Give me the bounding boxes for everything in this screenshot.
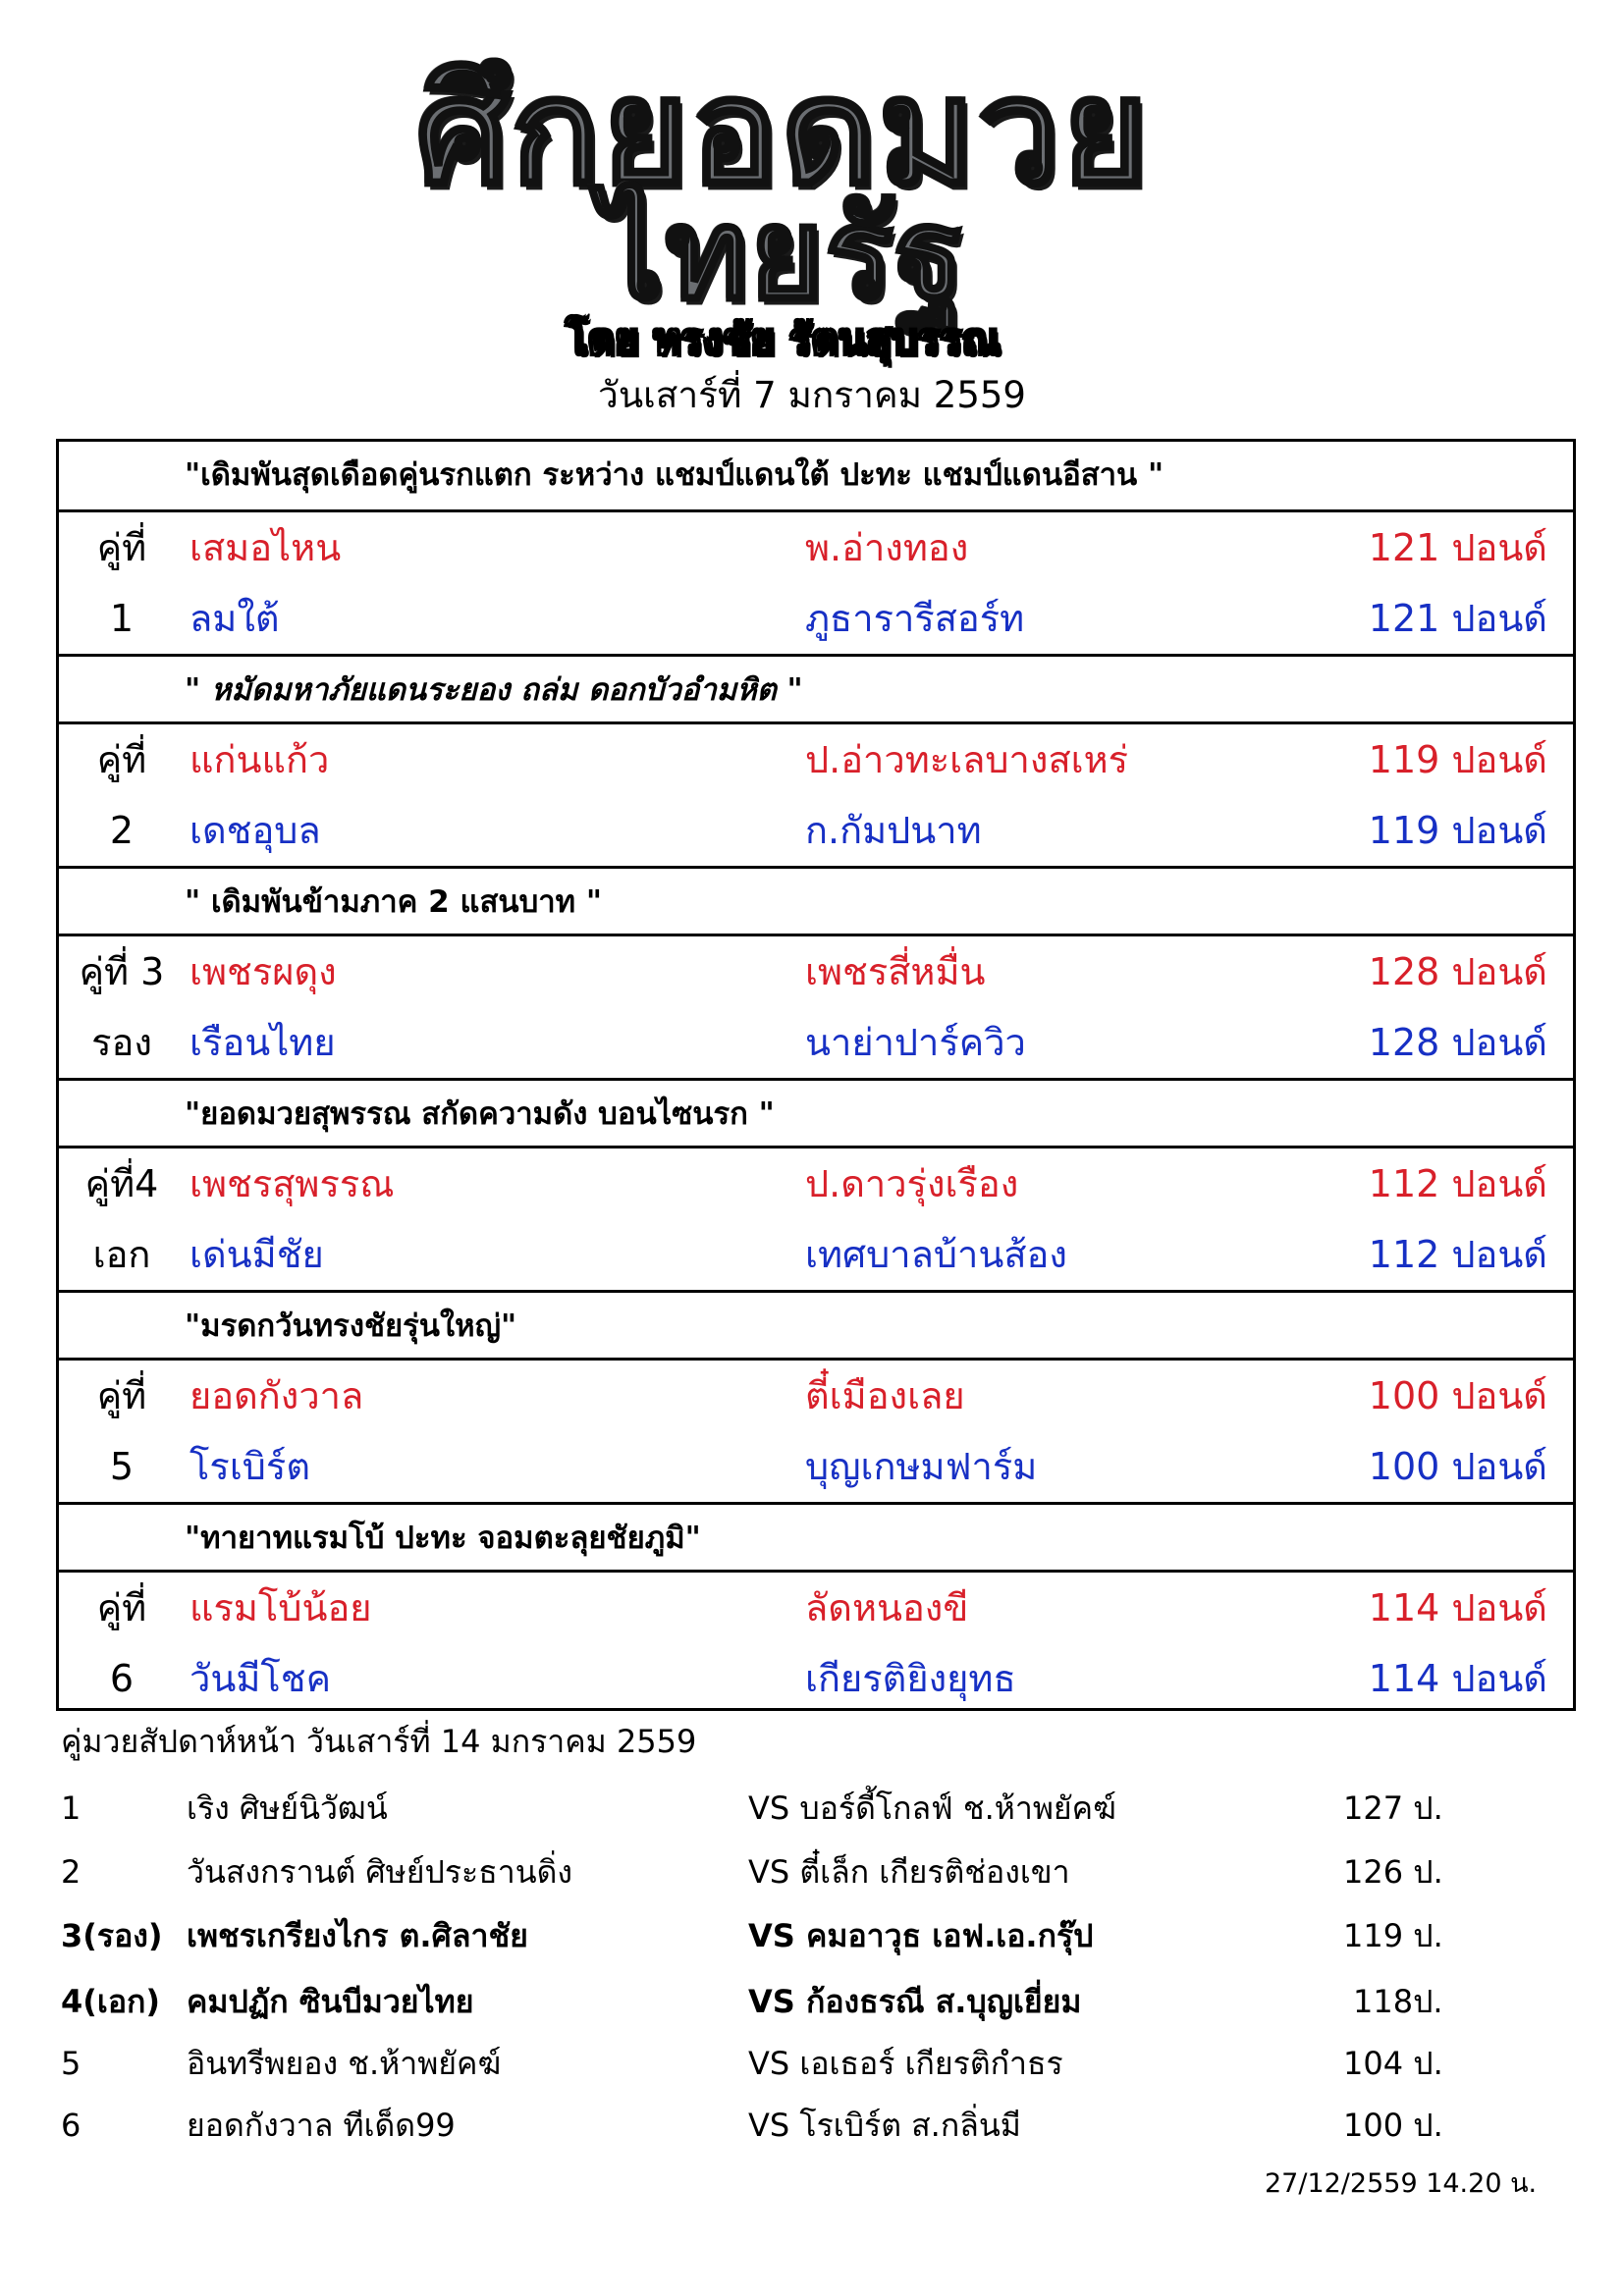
next-week-row — [0, 1782, 1624, 1842]
fight-card — [56, 439, 1576, 1711]
bout-row-blue — [59, 1007, 1573, 1078]
fighter-red-a: แรมโบ้น้อย — [189, 1586, 372, 1629]
next-fighter-a: เริง ศิษย์นิวัฒน์ — [187, 1789, 388, 1827]
bout-row-blue — [59, 1219, 1573, 1290]
fighter-blue-a: ลมใต้ — [189, 597, 280, 640]
bout-headline-text: "เดิมพันสุดเดือดคู่นรกแตก ระหว่าง แชมป์แดนใต้ ปะทะ แชมป์แดนอีสาน " — [185, 457, 1164, 493]
next-fighter-b: VS เอเธอร์ เกียรติกำธร — [748, 2045, 1063, 2082]
next-week-row — [0, 1975, 1624, 2036]
bout-number: 2 — [109, 809, 135, 852]
bout-headline — [59, 1502, 1573, 1573]
next-bout-number: 6 — [61, 2107, 81, 2144]
next-fighter-b: VS โรเบิร์ต ส.กลิ่นมี — [748, 2107, 1021, 2144]
logo-title-line1: ศึกยอดมวย — [415, 47, 1151, 218]
bout-headline — [59, 866, 1573, 936]
next-weight: 118ป. — [1353, 1983, 1443, 2020]
bout-headline — [59, 1078, 1573, 1148]
bout-headline-text: "ยอดมวยสุพรรณ สกัดความดัง บอนไซนรก " — [185, 1096, 775, 1132]
fighter-blue-a: วันมีโชค — [189, 1657, 331, 1700]
fighter-red-a: เพชรผดุง — [189, 950, 337, 993]
weight-red: 121 ปอนด์ — [1368, 526, 1547, 569]
next-fighter-a: เพชรเกรียงไกร ต.ศิลาชัย — [187, 1917, 528, 1954]
bout-row-red — [59, 724, 1573, 795]
fighter-red-b: ป.ดาวรุ่งเรือง — [805, 1162, 1019, 1205]
next-fighter-b: VS บอร์ดี้โกลฟ์ ช.ห้าพยัคฆ์ — [748, 1789, 1116, 1827]
next-weight: 119 ป. — [1343, 1917, 1443, 1954]
bout-row-blue — [59, 795, 1573, 866]
bout-row-blue — [59, 1643, 1573, 1714]
fighter-red-b: ป.อ่าวทะเลบางสเหร่ — [805, 738, 1129, 781]
next-weight: 127 ป. — [1343, 1789, 1443, 1827]
fighter-red-b: พ.อ่างทอง — [805, 526, 969, 569]
next-fighter-b: VS คมอาวุธ เอฟ.เอ.กรุ๊ป — [748, 1917, 1094, 1954]
logo — [191, 49, 1375, 373]
weight-blue: 114 ปอนด์ — [1368, 1657, 1547, 1700]
fighter-blue-b: นาย่าปาร์ควิว — [805, 1021, 1026, 1064]
next-week-title: คู่มวยสัปดาห์หน้า วันเสาร์ที่ 14 มกราคม 2559 — [61, 1723, 697, 1760]
next-fighter-a: คมปฏัก ซินบีมวยไทย — [187, 1983, 474, 2020]
logo-byline: โดย ทรงชัย รัตนสุบรรณ — [566, 315, 1001, 363]
fighter-red-a: เพชรสุพรรณ — [189, 1162, 395, 1205]
bout-row-red — [59, 512, 1573, 583]
weight-red: 119 ปอนด์ — [1368, 738, 1547, 781]
event-date: วันเสาร์ที่ 7 มกราคม 2559 — [598, 374, 1026, 416]
fighter-red-b: เพชรสี่หมื่น — [805, 950, 986, 993]
bout-headline — [59, 654, 1573, 724]
fighter-blue-b: เทศบาลบ้านส้อง — [805, 1233, 1067, 1276]
next-bout-number: 3(รอง) — [61, 1917, 163, 1954]
next-fighter-a: ยอดกังวาล ทีเด็ด99 — [187, 2107, 456, 2144]
fighter-blue-a: โรเบิร์ต — [189, 1445, 311, 1488]
fighter-red-b: ตี๋เมืองเลย — [805, 1374, 965, 1417]
next-week-row — [0, 2099, 1624, 2160]
next-fighter-a: อินทรีพยอง ช.ห้าพยัคฆ์ — [187, 2045, 502, 2082]
fighter-red-a: ยอดกังวาล — [189, 1374, 364, 1417]
fighter-blue-a: เด่นมีชัย — [189, 1233, 324, 1276]
bout-row-red — [59, 1573, 1573, 1643]
next-bout-number: 5 — [61, 2045, 81, 2082]
bout-label: คู่ที่ — [96, 1586, 147, 1629]
bout-label: คู่ที่ 3 — [79, 950, 165, 993]
next-weight: 104 ป. — [1343, 2045, 1443, 2082]
weight-blue: 121 ปอนด์ — [1368, 597, 1547, 640]
bout-row-red — [59, 936, 1573, 1007]
next-fighter-a: วันสงกรานต์ ศิษย์ประธานดิ่ง — [187, 1853, 572, 1891]
fighter-blue-b: ก.กัมปนาท — [805, 809, 982, 852]
bout-headline-text: "มรดกวันทรงชัยรุ่นใหญ่" — [185, 1308, 517, 1344]
weight-blue: 100 ปอนด์ — [1368, 1445, 1547, 1488]
weight-blue: 112 ปอนด์ — [1368, 1233, 1547, 1276]
weight-blue: 128 ปอนด์ — [1368, 1021, 1547, 1064]
bout-headline — [59, 1290, 1573, 1361]
next-fighter-b: VS ก้องธรณี ส.บุญเยี่ยม — [748, 1983, 1082, 2020]
bout-label: คู่ที่ — [96, 526, 147, 569]
fighter-blue-b: บุญเกษมฟาร์ม — [805, 1445, 1038, 1488]
next-bout-number: 4(เอก) — [61, 1983, 161, 2020]
bout-row-red — [59, 1148, 1573, 1219]
next-week-row — [0, 1845, 1624, 1906]
bout-headline-text: " หมัดมหาภัยแดนระยอง ถล่ม ดอกบัวอำมหิต " — [185, 672, 803, 708]
logo-title-line2: ไทยรัฐ — [599, 182, 967, 328]
bout-headline — [59, 442, 1573, 512]
fighter-blue-a: เรือนไทย — [189, 1021, 336, 1064]
bout-label: คู่ที่ — [96, 738, 147, 781]
bout-number: 5 — [109, 1445, 135, 1488]
weight-red: 100 ปอนด์ — [1368, 1374, 1547, 1417]
timestamp: 27/12/2559 14.20 น. — [1265, 2168, 1538, 2199]
bout-row-blue — [59, 1431, 1573, 1502]
fighter-red-b: ลัดหนองขี — [805, 1586, 969, 1629]
next-week-row — [0, 1909, 1624, 1970]
bout-number: เอก — [92, 1233, 151, 1276]
bout-row-blue — [59, 583, 1573, 654]
bout-headline-text: " เดิมพันข้ามภาค 2 แสนบาท " — [185, 884, 603, 920]
fighter-blue-b: เกียรติยิงยุทธ — [805, 1657, 1016, 1700]
next-weight: 126 ป. — [1343, 1853, 1443, 1891]
next-bout-number: 1 — [61, 1789, 81, 1827]
bout-row-red — [59, 1361, 1573, 1431]
bout-number: 6 — [109, 1657, 135, 1700]
next-bout-number: 2 — [61, 1853, 81, 1891]
bout-headline-text: "ทายาทแรมโบ้ ปะทะ จอมตะลุยชัยภูมิ" — [185, 1521, 701, 1556]
weight-blue: 119 ปอนด์ — [1368, 809, 1547, 852]
bout-number: 1 — [109, 597, 135, 640]
weight-red: 114 ปอนด์ — [1368, 1586, 1547, 1629]
next-week-row — [0, 2037, 1624, 2098]
fighter-blue-a: เดชอุบล — [189, 809, 321, 852]
bout-label: คู่ที่ — [96, 1374, 147, 1417]
bout-label: คู่ที่4 — [84, 1162, 159, 1205]
next-weight: 100 ป. — [1343, 2107, 1443, 2144]
fighter-red-a: เสมอไหน — [189, 526, 342, 569]
weight-red: 128 ปอนด์ — [1368, 950, 1547, 993]
bout-number: รอง — [91, 1021, 152, 1064]
fighter-blue-b: ภูธารารีสอร์ท — [805, 597, 1025, 640]
fighter-red-a: แก่นแก้ว — [189, 738, 330, 781]
weight-red: 112 ปอนด์ — [1368, 1162, 1547, 1205]
next-fighter-b: VS ตี๋เล็ก เกียรติช่องเขา — [748, 1853, 1070, 1891]
